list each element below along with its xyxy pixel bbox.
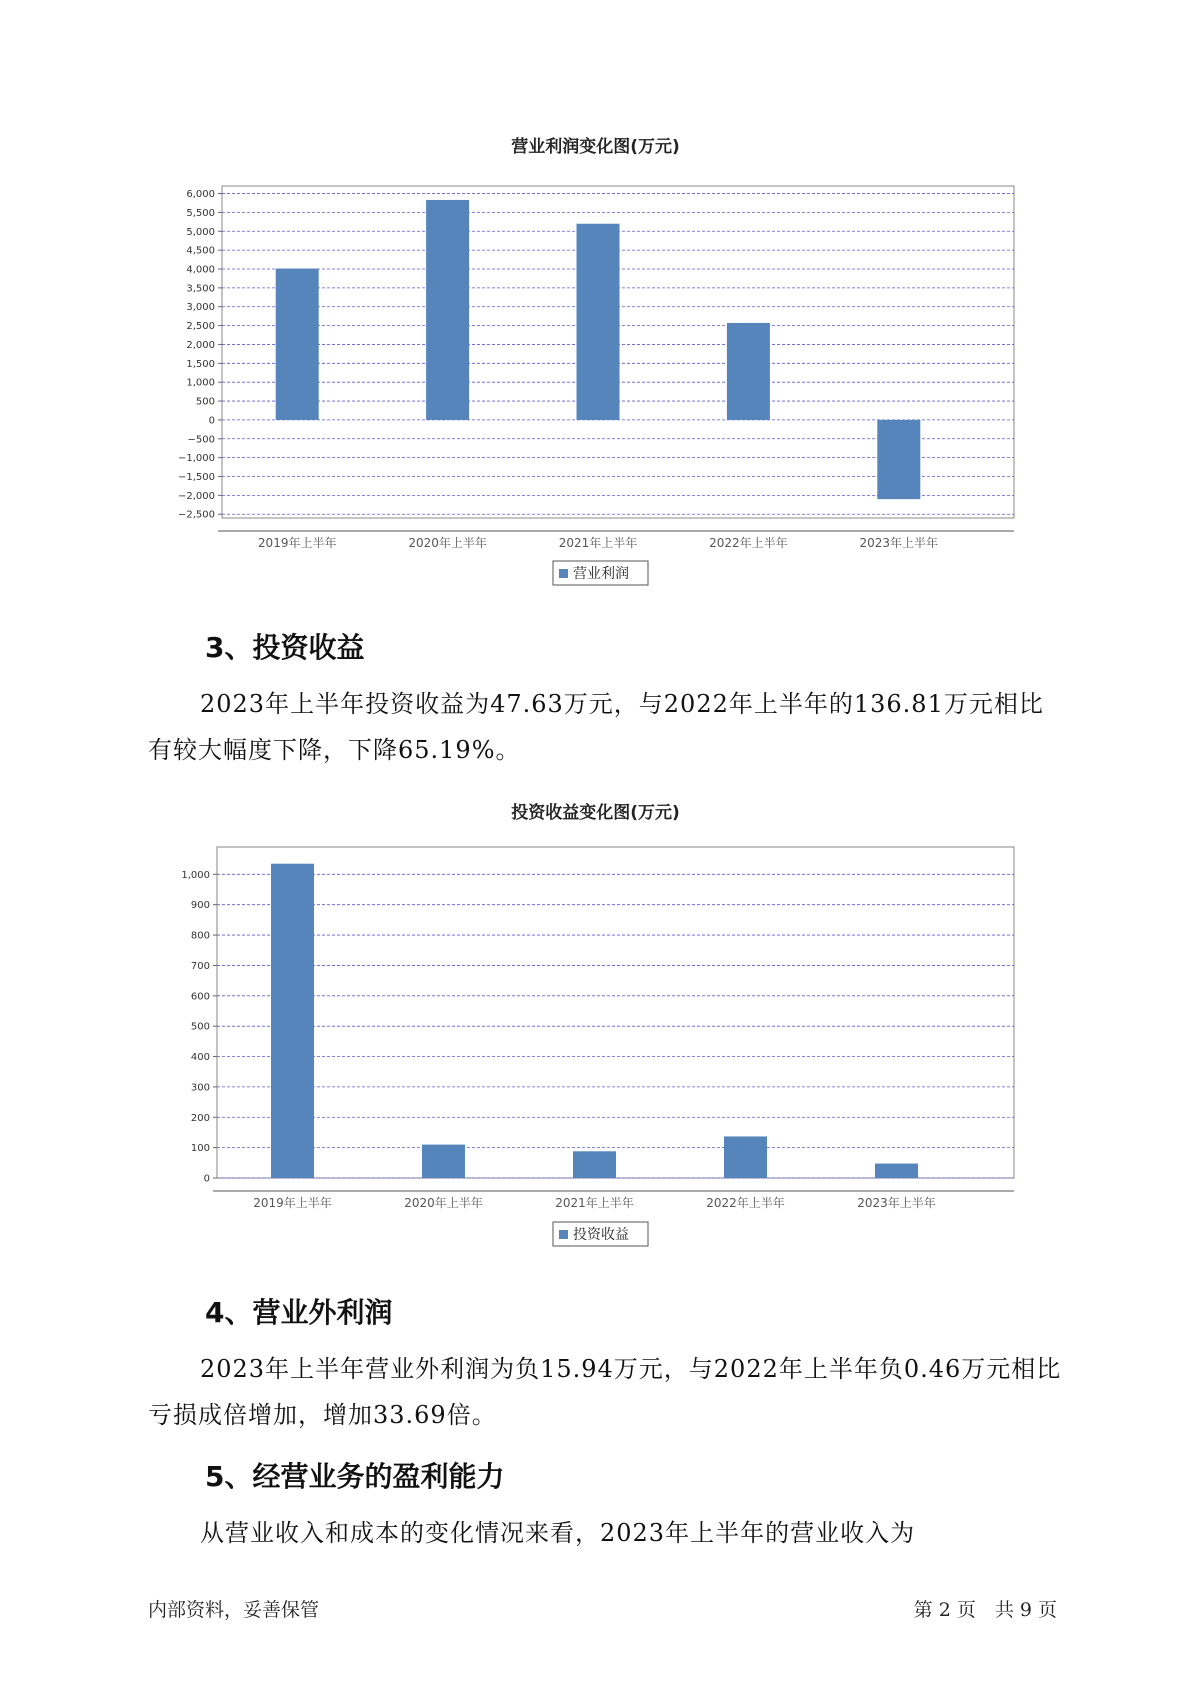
paragraph-non-operating-profit: 2023年上半年营业外利润为负15.94万元，与2022年上半年负0.46万元相比亏损成倍增加，增加33.69倍。 <box>148 1355 1062 1429</box>
y-tick-label: 500 <box>195 396 215 408</box>
y-tick-label: 0 <box>208 415 215 427</box>
heading-non-operating-profit: 4、营业外利润 <box>205 1296 393 1329</box>
y-tick-label: 800 <box>190 930 210 942</box>
bar-3 <box>573 1151 616 1178</box>
paragraph-business-profitability: 从营业收入和成本的变化情况来看，2023年上半年的营业收入为 <box>200 1519 916 1547</box>
x-category-label: 2022年上半年 <box>709 536 788 550</box>
y-tick-label: −2,000 <box>177 490 215 502</box>
y-tick-label: 4,500 <box>186 245 215 257</box>
x-category-label: 2020年上半年 <box>408 536 487 550</box>
x-category-label: 2019年上半年 <box>253 1196 332 1210</box>
bar-5 <box>877 420 920 499</box>
y-tick-label: 6,000 <box>186 189 215 201</box>
y-tick-label: −2,500 <box>177 509 215 521</box>
chart-title-operating-profit: 营业利润变化图(万元) <box>511 137 680 157</box>
bar-1 <box>271 864 314 1178</box>
bar-4 <box>727 323 770 420</box>
y-tick-label: 5,500 <box>186 207 215 219</box>
y-tick-label: 1,000 <box>181 869 210 881</box>
y-tick-label: 300 <box>190 1082 210 1094</box>
paragraph-investment-income: 2023年上半年投资收益为47.63万元，与2022年上半年的136.81万元相比有较大幅度下降，下降65.19%。 <box>148 690 1044 764</box>
legend-label: 营业利润 <box>573 566 629 582</box>
y-tick-label: −1,000 <box>177 453 215 465</box>
operating-profit-chart <box>0 160 1191 582</box>
legend-label: 投资收益 <box>573 1227 629 1243</box>
x-category-label: 2020年上半年 <box>404 1196 483 1210</box>
x-category-label: 2019年上半年 <box>257 536 337 550</box>
y-tick-label: 4,000 <box>186 264 215 276</box>
bar-5 <box>875 1164 918 1178</box>
legend-swatch <box>559 569 568 578</box>
y-tick-label: 700 <box>190 960 210 972</box>
x-category-label: 2022年上半年 <box>706 1196 785 1210</box>
y-tick-label: 900 <box>190 900 210 912</box>
footer-page-number: 第 2 页 共 9 页 <box>913 1599 1057 1621</box>
y-tick-label: 600 <box>190 991 210 1003</box>
chart-title-investment-income: 投资收益变化图(万元) <box>511 803 680 823</box>
x-category-label: 2023年上半年 <box>857 1196 936 1210</box>
x-category-label: 2021年上半年 <box>555 1196 634 1210</box>
footer-confidential-note: 内部资料，妥善保管 <box>148 1599 320 1621</box>
bar-2 <box>422 1145 465 1178</box>
y-tick-label: 1,000 <box>186 377 215 389</box>
y-tick-label: 2,500 <box>186 321 215 333</box>
bar-4 <box>724 1136 767 1178</box>
y-tick-label: −1,500 <box>177 472 215 483</box>
y-tick-label: 200 <box>190 1112 210 1124</box>
heading-investment-income: 3、投资收益 <box>205 631 365 664</box>
y-tick-label: 3,500 <box>186 283 215 295</box>
bar-2 <box>426 200 469 420</box>
investment-income-chart <box>0 826 1191 1243</box>
y-tick-label: 1,500 <box>186 358 215 370</box>
x-category-label: 2021年上半年 <box>558 536 638 550</box>
heading-business-profitability: 5、经营业务的盈利能力 <box>205 1460 505 1493</box>
y-tick-label: 100 <box>190 1143 210 1155</box>
bar-1 <box>276 269 319 420</box>
y-tick-label: 2,000 <box>186 339 215 351</box>
bar-3 <box>577 224 620 420</box>
y-tick-label: −500 <box>187 434 215 446</box>
y-tick-label: 0 <box>203 1173 210 1185</box>
y-tick-label: 5,000 <box>186 226 215 238</box>
y-tick-label: 400 <box>190 1052 210 1064</box>
y-tick-label: 3,000 <box>186 302 215 314</box>
y-tick-label: 500 <box>190 1021 210 1033</box>
legend-swatch <box>559 1230 568 1239</box>
x-category-label: 2023年上半年 <box>859 536 939 550</box>
plot-area <box>217 847 1014 1178</box>
